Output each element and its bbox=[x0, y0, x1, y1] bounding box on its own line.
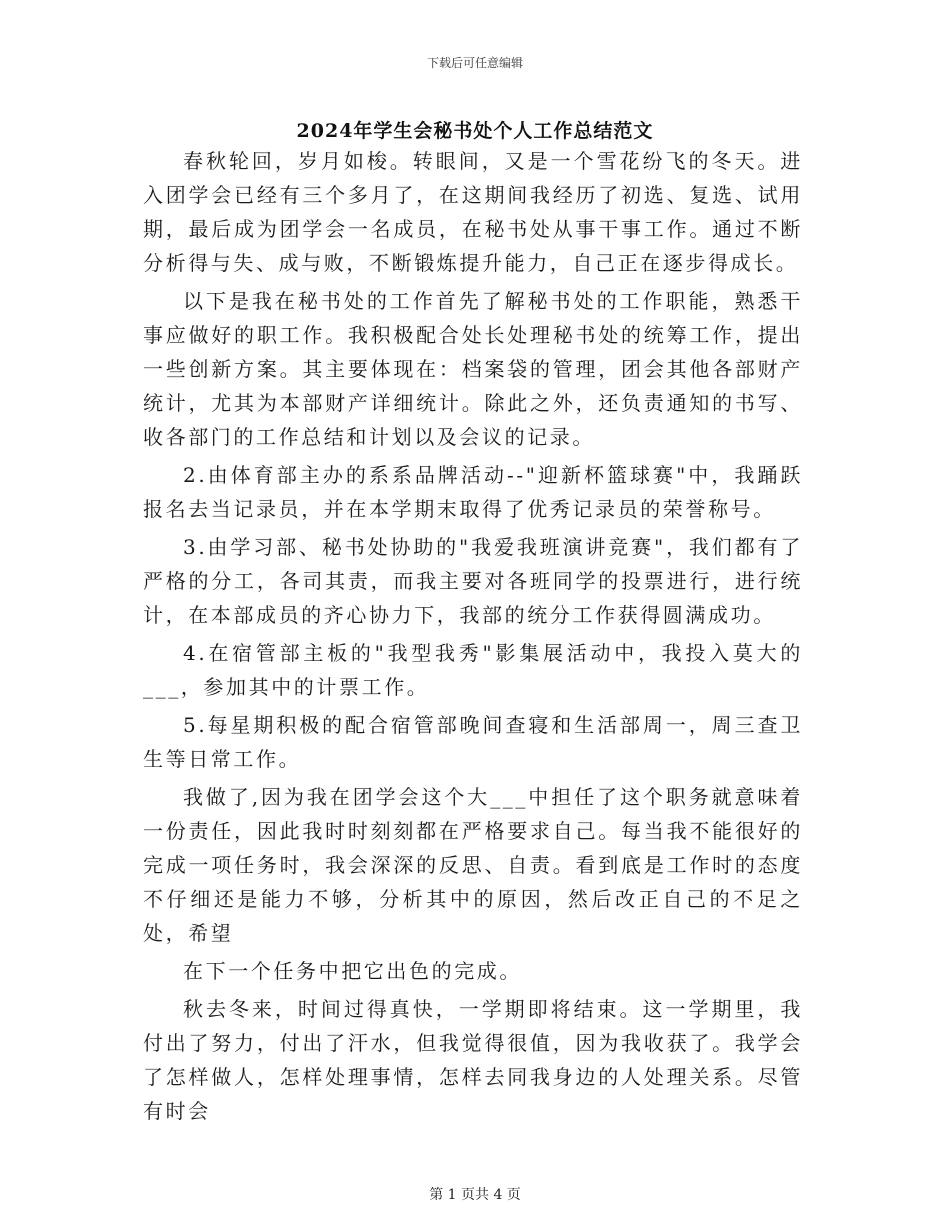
paragraph-work-duties: 以下是我在秘书处的工作首先了解秘书处的工作职能，熟悉干事应做好的职工作。我积极配合处长处理秘书处的统筹工作，提出一些创新方案。其主要体现在：档案袋的管理，团会其他各部财产统计，尤其为本部财产详细统计。除此之外，还负责通知的书写、收各部门的工作总结和计划以及会议的记录。 bbox=[143, 289, 803, 449]
paragraph-closing: 秋去冬来，时间过得真快，一学期即将结束。这一学期里，我付出了努力，付出了汗水，但我觉得很值，因为我收获了。我学会了怎样做人，怎样处理事情，怎样去同我身边的人处理关系。尽管有时会 bbox=[143, 997, 803, 1123]
paragraph-item-4: 4.在宿管部主板的"我型我秀"影集展活动中，我投入莫大的___，参加其中的计票工作。 bbox=[143, 641, 803, 699]
page-number: 第 1 页共 4 页 bbox=[429, 1187, 521, 1203]
paragraph-item-2: 2.由体育部主办的系系品牌活动--"迎新杯篮球赛"中，我踊跃报名去当记录员，并在本学期末取得了优秀记录员的荣誉称号。 bbox=[143, 463, 803, 521]
paragraph-reflection-cont: 在下一个任务中把它出色的完成。 bbox=[183, 959, 522, 983]
document-body bbox=[143, 144, 803, 1132]
paragraph-item-5: 5.每星期积极的配合宿管部晚间查寝和生活部周一，周三查卫生等日常工作。 bbox=[143, 713, 803, 771]
header-note: 下载后可任意编辑 bbox=[426, 56, 523, 70]
paragraph-reflection: 我做了,因为我在团学会这个大___中担任了这个职务就意味着一份责任，因此我时时刻刻都在严格要求自己。每当我不能很好的完成一项任务时，我会深深的反思、自责。看到底是工作时的态度不仔细还是能力不够，分析其中的原因，然后改正自己的不足之处，希望 bbox=[143, 785, 803, 945]
paragraph-item-3: 3.由学习部、秘书处协助的"我爱我班演讲竞赛"，我们都有了严格的分工，各司其责，而我主要对各班同学的投票进行，进行统计，在本部成员的齐心协力下，我部的统分工作获得圆满成功。 bbox=[143, 535, 803, 627]
paragraph-intro: 春秋轮回，岁月如梭。转眼间，又是一个雪花纷飞的冬天。进入团学会已经有三个多月了，在这期间我经历了初选、复选、试用期，最后成为团学会一名成员，在秘书处从事干事工作。通过不断分析得与失、成与败，不断锻炼提升能力，自己正在逐步得成长。 bbox=[143, 149, 803, 275]
document-title: 2024年学生会秘书处个人工作总结范文 bbox=[296, 120, 654, 142]
